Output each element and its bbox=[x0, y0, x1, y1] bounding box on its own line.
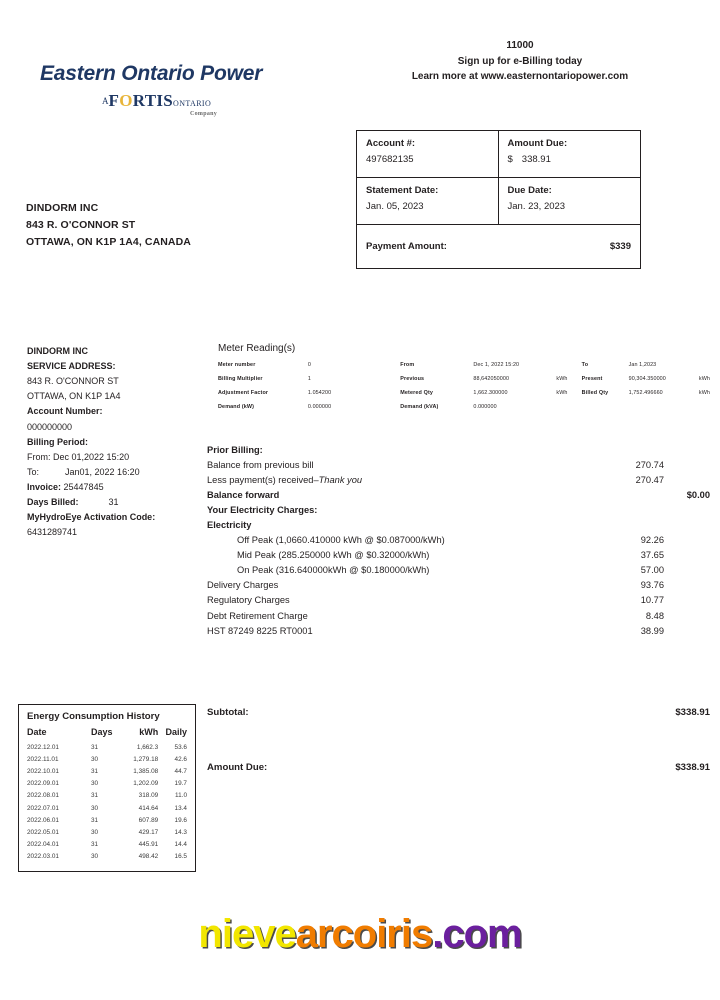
meter-row-label-1: Adjustment Factor bbox=[218, 390, 269, 396]
meter-row-value-1: 1 bbox=[307, 376, 311, 382]
meter-row-label-2: Previous bbox=[400, 376, 425, 382]
account-number-cell bbox=[357, 131, 499, 177]
energy-cell-daily: 11.0 bbox=[175, 792, 187, 800]
charge-line-amount: 93.76 bbox=[640, 580, 664, 591]
charge-line-amount: 37.65 bbox=[640, 550, 664, 561]
energy-cell-date: 2022.03.01 bbox=[27, 853, 59, 861]
energy-cell-days: 31 bbox=[91, 841, 99, 849]
charge-line-amount: 10.77 bbox=[640, 595, 664, 606]
days-billed-value: 31 bbox=[108, 497, 119, 508]
energy-cell-days: 31 bbox=[91, 767, 99, 775]
meter-reading-row bbox=[218, 390, 710, 404]
meter-row-value-2: 0.000000 bbox=[473, 404, 497, 410]
energy-history-row bbox=[27, 851, 187, 863]
billing-period-label: Billing Period: bbox=[27, 436, 89, 447]
meter-row-value-3: 90,304.350000 bbox=[628, 376, 666, 382]
billing-period-from bbox=[27, 450, 212, 465]
mailing-address-line-2: 843 R. O'CONNOR ST bbox=[26, 219, 136, 231]
energy-cell-daily: 19.7 bbox=[174, 780, 187, 788]
account-number-label: Account #: bbox=[366, 138, 416, 149]
watermark-part-1: nieve bbox=[198, 912, 296, 956]
energy-cell-date: 2022.05.01 bbox=[27, 828, 59, 836]
energy-cell-daily: 16.5 bbox=[174, 853, 187, 861]
meter-row-value-1: 0.000000 bbox=[307, 404, 332, 410]
account-summary-row-2 bbox=[357, 178, 640, 225]
electricity-charges-header bbox=[207, 503, 710, 518]
balance-previous-amount: 270.74 bbox=[635, 460, 664, 471]
promo-line-1: Sign up for e-Billing today bbox=[457, 55, 583, 67]
amount-due-number: 338.91 bbox=[521, 154, 551, 165]
statement-date-cell bbox=[357, 178, 499, 224]
energy-cell-days: 30 bbox=[91, 804, 99, 812]
energy-cell-daily: 14.4 bbox=[174, 841, 187, 849]
amount-due-total-label: Amount Due: bbox=[207, 762, 268, 773]
charge-line-row bbox=[207, 533, 710, 548]
meter-row-label-2: Metered Qty bbox=[400, 390, 434, 396]
energy-cell-daily: 14.3 bbox=[174, 828, 187, 836]
energy-cell-kwh: 429.17 bbox=[138, 828, 159, 836]
service-address-line-2: OTTAWA, ON K1P 1A4 bbox=[27, 391, 121, 402]
site-watermark bbox=[198, 912, 521, 957]
energy-history-table bbox=[27, 727, 187, 863]
meter-row-unit-2 bbox=[556, 362, 581, 376]
energy-cell-daily: 53.6 bbox=[174, 743, 187, 751]
less-payment-label-group bbox=[207, 473, 594, 488]
billing-period-to-label: To: bbox=[27, 466, 40, 477]
meter-row-label-1: Demand (kW) bbox=[218, 404, 255, 410]
logo-fortis-f: F bbox=[108, 91, 120, 110]
energy-cell-date: 2022.10.01 bbox=[27, 767, 59, 775]
amount-due-currency: $ bbox=[507, 154, 513, 165]
watermark-part-2: arcoiris bbox=[295, 912, 433, 956]
electricity-charges-header-label: Your Electricity Charges: bbox=[207, 505, 318, 516]
energy-cell-date: 2022.11.01 bbox=[27, 755, 59, 763]
meter-row-unit-3: kWh bbox=[698, 390, 710, 396]
energy-col-daily: Daily bbox=[165, 727, 187, 737]
payment-amount-value: $339 bbox=[609, 240, 631, 252]
energy-cell-days: 30 bbox=[91, 780, 99, 788]
charge-line-row bbox=[207, 624, 710, 639]
energy-cell-days: 31 bbox=[91, 792, 99, 800]
energy-col-kwh: kWh bbox=[139, 727, 159, 737]
due-date-label: Due Date: bbox=[507, 185, 552, 196]
meter-row-value-2: Dec 1, 2022 15:20 bbox=[473, 362, 520, 368]
service-account-number-value: 000000000 bbox=[27, 421, 73, 432]
watermark-part-3: .com bbox=[432, 912, 522, 956]
energy-cell-days: 31 bbox=[91, 816, 99, 824]
energy-cell-days: 31 bbox=[91, 743, 99, 751]
meter-row-label-2: Demand (kVA) bbox=[400, 404, 439, 410]
charge-line-row bbox=[207, 593, 710, 608]
subtotal-row bbox=[207, 707, 710, 718]
charges-section bbox=[207, 443, 710, 639]
energy-cell-daily: 13.4 bbox=[174, 804, 187, 812]
energy-cell-date: 2022.04.01 bbox=[27, 841, 59, 849]
payment-amount-cell bbox=[357, 225, 640, 268]
charge-line-label: Off Peak (1,0660.410000 kWh @ $0.087000/kWh) bbox=[237, 535, 445, 546]
service-company-name: DINDORM INC bbox=[27, 346, 88, 356]
meter-row-unit-3 bbox=[699, 404, 710, 418]
energy-cell-daily: 19.6 bbox=[174, 816, 187, 824]
electricity-header-label: Electricity bbox=[207, 520, 252, 531]
subtotal-label: Subtotal: bbox=[207, 707, 249, 718]
account-summary-row-1 bbox=[357, 131, 640, 178]
energy-cell-kwh: 1,279.18 bbox=[133, 755, 159, 763]
energy-history-body bbox=[27, 741, 187, 863]
energy-history-row bbox=[27, 741, 187, 753]
energy-history-row bbox=[27, 753, 187, 765]
activation-code-value: 6431289741 bbox=[27, 527, 78, 538]
meter-row-label-1: Billing Multiplier bbox=[218, 376, 263, 382]
charge-line-label: HST 87249 8225 RT0001 bbox=[207, 625, 313, 636]
header-promo-block bbox=[340, 38, 700, 85]
logo-a-prefix: A bbox=[102, 96, 109, 106]
due-date-value: Jan. 23, 2023 bbox=[507, 201, 566, 212]
invoice-row bbox=[27, 480, 212, 495]
meter-row-label-3: Billed Qty bbox=[581, 390, 609, 396]
less-payment-row bbox=[207, 473, 710, 488]
energy-cell-days: 30 bbox=[91, 853, 99, 861]
mailing-address-line-1: DINDORM INC bbox=[26, 202, 99, 214]
electricity-header bbox=[207, 518, 710, 533]
totals-section bbox=[207, 707, 710, 773]
energy-cell-date: 2022.08.01 bbox=[27, 792, 59, 800]
meter-readings-table bbox=[218, 362, 710, 418]
balance-previous-label: Balance from previous bill bbox=[207, 460, 314, 471]
billing-period-from-value: Dec 01,2022 15:20 bbox=[53, 451, 130, 462]
energy-cell-kwh: 414.64 bbox=[138, 804, 159, 812]
amount-due-total-value: $338.91 bbox=[675, 762, 710, 773]
energy-cell-kwh: 498.42 bbox=[138, 853, 159, 861]
energy-history-header-row bbox=[27, 727, 187, 741]
subtotal-value: $338.91 bbox=[675, 707, 710, 718]
meter-row-value-2: 88,642050000 bbox=[473, 376, 510, 382]
less-payment-label: Less payment(s) received bbox=[207, 475, 314, 486]
charge-line-amount: 92.26 bbox=[640, 535, 664, 546]
energy-col-date: Date bbox=[27, 727, 47, 737]
charge-line-row bbox=[207, 609, 710, 624]
statement-date-value: Jan. 05, 2023 bbox=[366, 201, 424, 212]
energy-history-row bbox=[27, 765, 187, 777]
service-address-line-1: 843 R. O'CONNOR ST bbox=[27, 376, 119, 387]
meter-row-label-3: Present bbox=[581, 376, 603, 382]
charge-line-row bbox=[207, 548, 710, 563]
logo-fortis-o-gold: O bbox=[119, 91, 133, 110]
service-info-block bbox=[27, 344, 212, 540]
energy-cell-date: 2022.12.01 bbox=[27, 743, 59, 751]
prior-billing-header-label: Prior Billing: bbox=[207, 445, 263, 455]
charge-line-amount: 57.00 bbox=[640, 565, 664, 576]
charge-line-row bbox=[207, 563, 710, 578]
energy-cell-kwh: 1,385.08 bbox=[133, 767, 159, 775]
statement-date-label: Statement Date: bbox=[366, 185, 439, 196]
days-billed-row bbox=[27, 495, 212, 510]
due-date-cell bbox=[499, 178, 641, 224]
prior-billing-header bbox=[207, 443, 710, 458]
energy-cell-kwh: 1,202.09 bbox=[133, 780, 159, 788]
logo-ontario-text: ONTARIO bbox=[173, 99, 212, 108]
logo-fortis-rest: RTIS bbox=[132, 91, 174, 110]
energy-cell-kwh: 318.09 bbox=[138, 792, 159, 800]
charge-line-amount: 38.99 bbox=[640, 625, 664, 636]
energy-history-title: Energy Consumption History bbox=[27, 711, 160, 722]
meter-row-value-3: Jan 1,2023 bbox=[628, 362, 657, 368]
energy-cell-days: 30 bbox=[91, 828, 99, 836]
less-payment-amount: 270.47 bbox=[635, 475, 664, 486]
meter-row-unit-3: kWh bbox=[698, 376, 710, 382]
energy-history-row bbox=[27, 826, 187, 838]
energy-history-row bbox=[27, 790, 187, 802]
charge-items-container bbox=[207, 533, 710, 638]
meter-row-label-3: To bbox=[581, 362, 589, 368]
meter-row-value-3 bbox=[629, 404, 699, 418]
meter-row-value-1: 0 bbox=[307, 362, 311, 368]
meter-reading-row bbox=[218, 404, 710, 418]
charge-line-amount: 8.48 bbox=[645, 610, 664, 621]
billing-period-to-value: Jan01, 2022 16:20 bbox=[65, 466, 140, 477]
meter-row-label-2: From bbox=[400, 362, 415, 368]
mailing-address-line-3: OTTAWA, ON K1P 1A4, CANADA bbox=[26, 236, 191, 248]
energy-cell-kwh: 445.91 bbox=[138, 841, 159, 849]
account-number-value: 497682135 bbox=[366, 154, 414, 165]
service-address-label: SERVICE ADDRESS: bbox=[27, 361, 116, 372]
fortis-ontario-logo bbox=[102, 92, 340, 110]
promo-line-2: Learn more at www.easternontariopower.com bbox=[411, 71, 629, 82]
balance-forward-label: Balance forward bbox=[207, 490, 280, 501]
energy-cell-days: 30 bbox=[91, 755, 99, 763]
balance-previous-row bbox=[207, 458, 710, 473]
days-billed-label: Days Billed: bbox=[27, 497, 79, 508]
meter-row-unit-2: kWh bbox=[556, 390, 568, 396]
energy-history-row bbox=[27, 839, 187, 851]
balance-forward-amount: $0.00 bbox=[686, 490, 710, 501]
energy-cell-daily: 44.7 bbox=[174, 767, 187, 775]
meter-row-label-3 bbox=[582, 404, 629, 418]
energy-cell-date: 2022.09.01 bbox=[27, 780, 59, 788]
totals-spacer bbox=[207, 718, 710, 762]
less-payment-thanks: –Thank you bbox=[313, 475, 363, 486]
charge-line-row bbox=[207, 578, 710, 593]
charge-line-label: Mid Peak (285.250000 kWh @ $0.32000/kWh) bbox=[237, 550, 430, 561]
energy-col-days: Days bbox=[91, 727, 113, 737]
energy-cell-kwh: 1,662.3 bbox=[136, 743, 159, 751]
logo-company-text: Company bbox=[190, 111, 218, 117]
meter-row-value-3: 1,752.496660 bbox=[628, 390, 663, 396]
energy-history-row bbox=[27, 778, 187, 790]
charge-line-label: On Peak (316.640000kWh @ $0.180000/kWh) bbox=[237, 565, 430, 576]
logo-wordmark: Eastern Ontario Power bbox=[40, 62, 263, 85]
amount-due-value bbox=[508, 154, 632, 165]
meter-row-value-2: 1,662.300000 bbox=[473, 390, 508, 396]
energy-history-head bbox=[27, 727, 187, 741]
logo-fortis-text bbox=[109, 91, 174, 110]
meter-readings-body bbox=[218, 362, 710, 418]
invoice-value: 25447845 bbox=[63, 481, 104, 492]
meter-reading-row bbox=[218, 362, 710, 376]
company-logo bbox=[40, 62, 340, 117]
energy-history-row bbox=[27, 802, 187, 814]
energy-consumption-history-box bbox=[18, 704, 196, 872]
meter-row-value-1: 1.054200 bbox=[307, 390, 332, 396]
service-account-number-label: Account Number: bbox=[27, 406, 103, 417]
energy-cell-daily: 42.6 bbox=[174, 755, 187, 763]
charge-line-label: Delivery Charges bbox=[207, 580, 279, 591]
meter-row-unit-3 bbox=[699, 362, 710, 376]
account-summary-row-3 bbox=[357, 225, 640, 268]
mailing-address bbox=[26, 200, 191, 251]
payment-amount-label: Payment Amount: bbox=[366, 240, 447, 252]
amount-due-label: Amount Due: bbox=[507, 138, 568, 149]
amount-due-row bbox=[207, 762, 710, 773]
invoice-label: Invoice: bbox=[27, 481, 62, 492]
account-summary-box bbox=[356, 130, 641, 269]
billing-period-to bbox=[27, 465, 212, 480]
balance-forward-row bbox=[207, 488, 710, 503]
meter-row-label-1: Meter number bbox=[218, 362, 256, 368]
charge-line-label: Debt Retirement Charge bbox=[207, 610, 308, 621]
meter-row-unit-2 bbox=[556, 404, 581, 418]
amount-due-cell bbox=[499, 131, 641, 177]
energy-history-row bbox=[27, 814, 187, 826]
meter-reading-row bbox=[218, 376, 710, 390]
meter-readings-title: Meter Reading(s) bbox=[218, 343, 296, 354]
meter-row-unit-2: kWh bbox=[556, 376, 568, 382]
billing-period-from-label: From: bbox=[27, 451, 51, 462]
energy-cell-date: 2022.06.01 bbox=[27, 816, 59, 824]
energy-cell-kwh: 607.89 bbox=[138, 816, 159, 824]
charge-line-label: Regulatory Charges bbox=[207, 595, 290, 606]
activation-code-label: MyHydroEye Activation Code: bbox=[27, 512, 156, 523]
promo-code: 11000 bbox=[506, 40, 534, 51]
energy-cell-date: 2022.07.01 bbox=[27, 804, 59, 812]
